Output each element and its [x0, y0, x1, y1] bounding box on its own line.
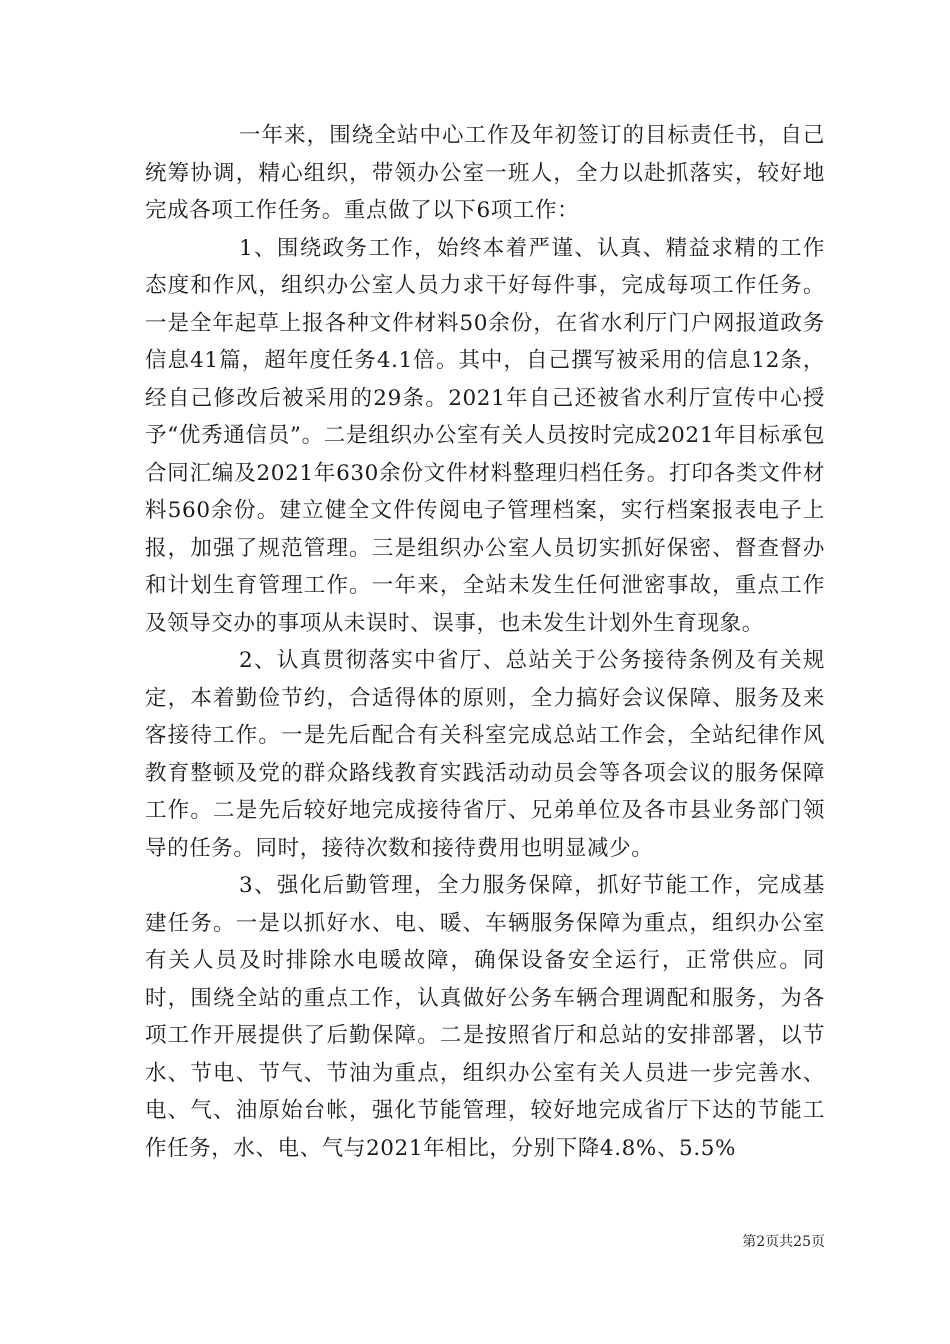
- document-body: [145, 117, 825, 1167]
- paragraph-item-1: 1、围绕政务工作，始终本着严谨、认真、精益求精的工作态度和作风，组织办公室人员力求干好每件事，完成每项工作任务。一是全年起草上报各种文件材料50余份，在省水利厅门户网报道政务信息41篇，超年度任务4.1倍。其中，自己撰写被采用的信息12条，经自己修改后被采用的29条。2021年自己还被省水利厅宣传中心授予“优秀通信员”。二是组织办公室有关人员按时完成2021年目标承包合同汇编及2021年630余份文件材料整理归档任务。打印各类文件材料560余份。建立健全文件传阅电子管理档案，实行档案报表电子上报，加强了规范管理。三是组织办公室人员切实抓好保密、督查督办和计划生育管理工作。一年来，全站未发生任何泄密事故，重点工作及领导交办的事项从未误时、误事，也未发生计划外生育现象。: [145, 235, 825, 636]
- paragraph-item-2: 2、认真贯彻落实中省厅、总站关于公务接待条例及有关规定，本着勤俭节约，合适得体的原则，全力搞好会议保障、服务及来客接待工作。一是先后配合有关科室完成总站工作会，全站纪律作风教育整顿及党的群众路线教育实践活动动员会等各项会议的服务保障工作。二是先后较好地完成接待省厅、兄弟单位及各市县业务部门领导的任务。同时，接待次数和接待费用也明显减少。: [145, 648, 825, 861]
- paragraph-item-3: 3、强化后勤管理，全力服务保障，抓好节能工作，完成基建任务。一是以抓好水、电、暖、车辆服务保障为重点，组织办公室有关人员及时排除水电暖故障，确保设备安全运行，正常供应。同时，围绕全站的重点工作，认真做好公务车辆合理调配和服务，为各项工作开展提供了后勤保障。二是按照省厅和总站的安排部署，以节水、节电、节气、节油为重点，组织办公室有关人员进一步完善水、电、气、油原始台帐，强化节能管理，较好地完成省厅下达的节能工作任务，水、电、气与2021年相比，分别下降4.8%、5.5%: [145, 873, 825, 1161]
- page-number-footer: 第2页共25页: [742, 1234, 825, 1250]
- paragraph-intro: 一年来，围绕全站中心工作及年初签订的目标责任书，自己统筹协调，精心组织，带领办公室一班人，全力以赴抓落实，较好地完成各项工作任务。重点做了以下6项工作：: [145, 123, 825, 223]
